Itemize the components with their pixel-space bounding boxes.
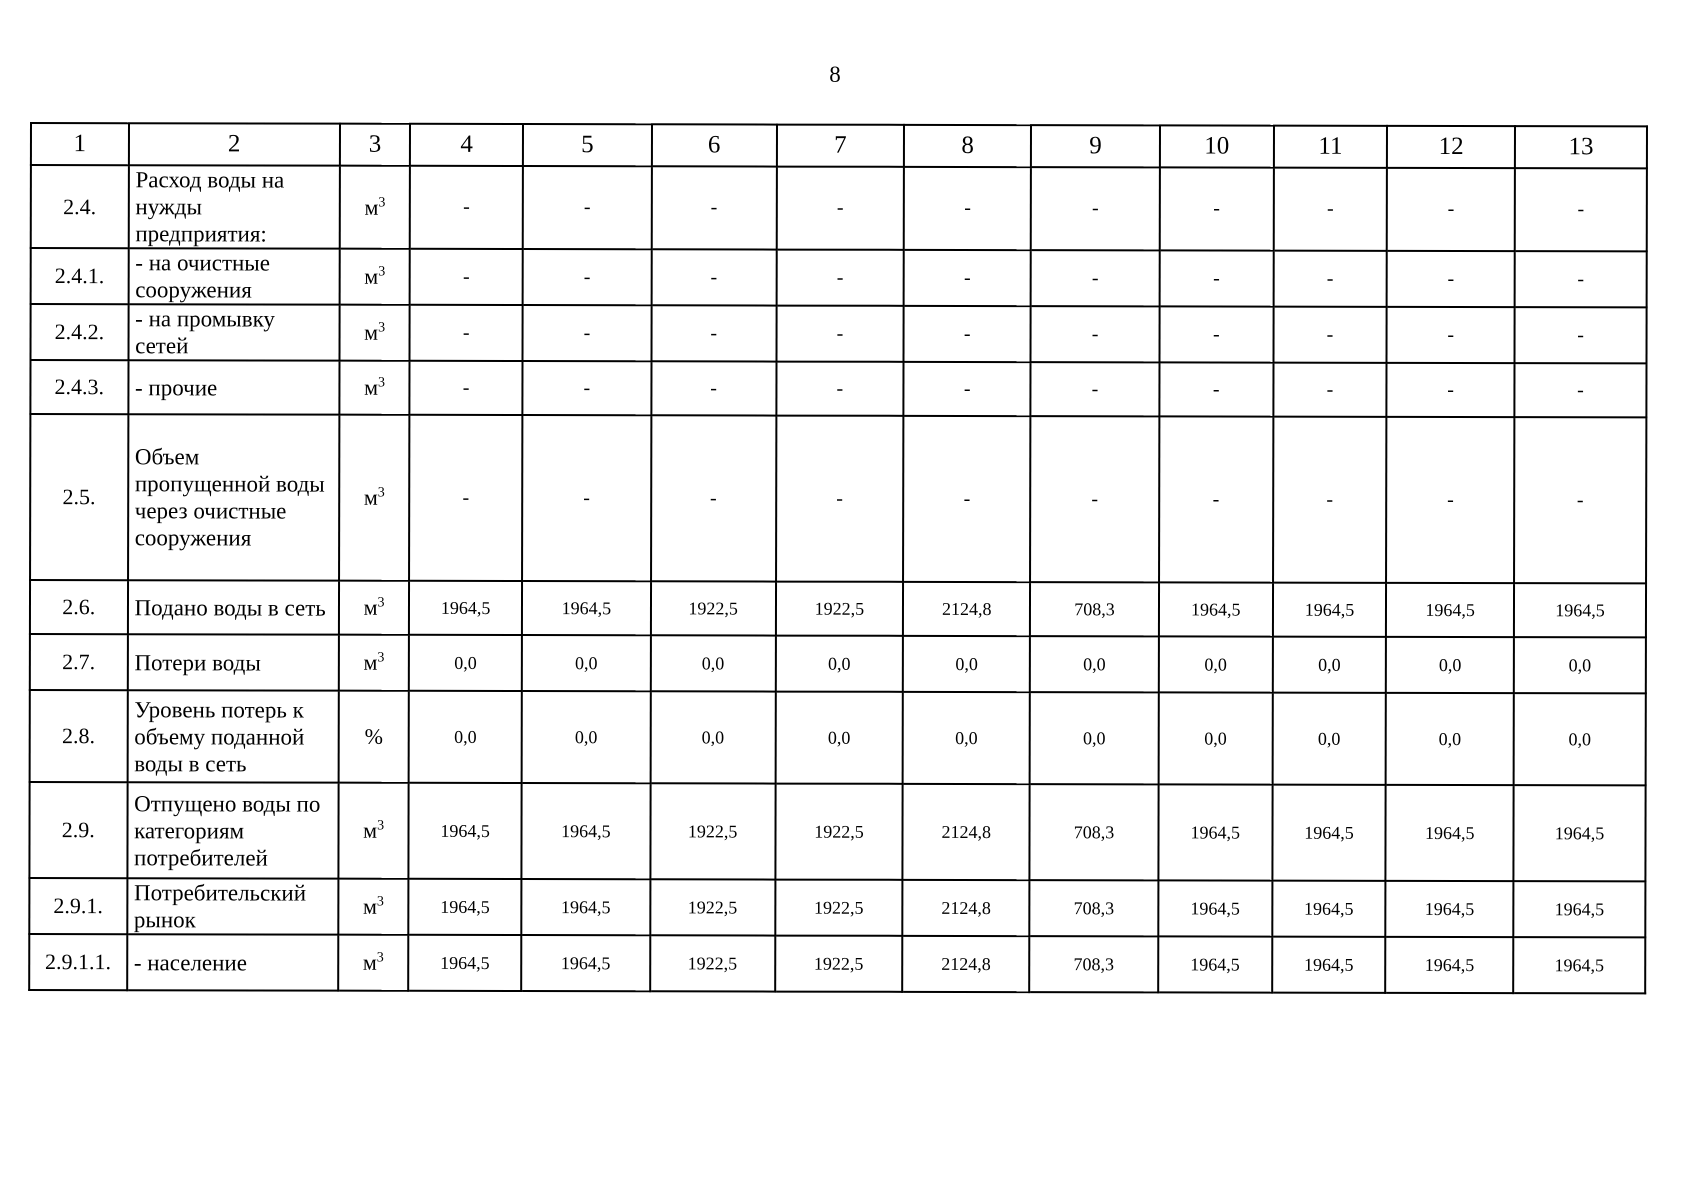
value-cell: - (410, 305, 523, 361)
table-row (31, 248, 1647, 307)
value-cell: 1964,5 (1513, 881, 1645, 937)
value-cell: 1964,5 (1273, 583, 1387, 637)
value-cell: 2124,8 (903, 784, 1030, 880)
value-cell: - (776, 306, 904, 362)
value-cell: 1964,5 (1158, 880, 1272, 936)
row-unit: $м^3$ (339, 635, 410, 691)
value-cell: - (1515, 168, 1647, 251)
value-cell: 1922,5 (775, 936, 903, 992)
row-name: Подано воды в сеть (128, 580, 339, 634)
column-header: 8 (904, 125, 1031, 167)
value-cell: 1922,5 (651, 581, 776, 635)
header-row (31, 123, 1647, 168)
value-cell: - (1160, 167, 1274, 250)
value-cell: - (522, 415, 651, 581)
value-cell: 0,0 (1272, 637, 1386, 693)
value-cell: - (410, 166, 523, 249)
table-row (30, 580, 1646, 637)
row-number: 2.9. (29, 782, 127, 878)
value-cell: - (1031, 306, 1160, 362)
column-header: 5 (523, 124, 652, 166)
row-name: - на промывку сетей (128, 304, 339, 360)
value-cell: 0,0 (775, 636, 903, 692)
column-header: 6 (652, 124, 777, 166)
column-header: 10 (1160, 125, 1274, 167)
value-cell: - (1273, 251, 1387, 307)
value-cell: 1922,5 (775, 880, 903, 936)
row-unit: $м^3$ (340, 249, 411, 305)
value-cell: - (1159, 416, 1273, 582)
value-cell: - (410, 361, 523, 415)
value-cell: 0,0 (1030, 692, 1159, 784)
value-cell: 0,0 (775, 692, 903, 784)
value-cell: 708,3 (1029, 880, 1158, 936)
row-name: Отпущено воды по категориям потребителей (127, 782, 338, 878)
value-cell: - (1515, 307, 1647, 363)
column-header: 7 (776, 125, 904, 167)
row-number: 2.7. (30, 634, 128, 690)
value-cell: 1922,5 (775, 582, 903, 636)
row-unit: % (339, 691, 410, 783)
value-cell: - (1160, 250, 1274, 306)
value-cell: - (904, 306, 1031, 362)
value-cell: - (1387, 168, 1515, 251)
value-cell: 0,0 (1386, 693, 1514, 785)
value-cell: - (410, 249, 523, 305)
value-cell: - (1030, 416, 1159, 582)
value-cell: 0,0 (409, 635, 522, 691)
row-number: 2.5. (30, 414, 128, 580)
value-cell: - (1515, 251, 1647, 307)
table-row (31, 165, 1647, 251)
value-cell: 1922,5 (775, 784, 903, 880)
row-number: 2.6. (30, 580, 128, 634)
value-cell: - (523, 166, 652, 249)
row-unit: $м^3$ (339, 581, 410, 635)
page-number: 8 (829, 62, 841, 87)
value-cell: 1964,5 (409, 783, 522, 879)
table-row (30, 414, 1646, 583)
value-cell: - (903, 416, 1030, 582)
value-cell: - (523, 249, 652, 305)
value-cell: 1964,5 (1386, 881, 1514, 937)
value-cell: 1964,5 (1386, 583, 1514, 637)
value-cell: 1964,5 (1386, 937, 1514, 993)
value-cell: 1964,5 (1272, 937, 1386, 993)
row-unit: $м^3$ (339, 361, 410, 415)
row-number: 2.4.1. (31, 248, 129, 304)
row-name: Объем пропущенной воды через очистные сооружения (128, 414, 340, 580)
value-cell: 1964,5 (1272, 881, 1386, 937)
value-cell: 0,0 (1514, 637, 1646, 693)
column-header: 13 (1515, 126, 1647, 168)
column-header: 11 (1274, 126, 1388, 168)
value-cell: - (1387, 363, 1515, 417)
value-cell: 0,0 (1159, 636, 1273, 692)
value-cell: 0,0 (651, 635, 776, 691)
row-number: 2.4. (31, 165, 129, 248)
value-cell: 1964,5 (1159, 582, 1273, 636)
value-cell: - (904, 362, 1031, 416)
value-cell: - (1273, 417, 1387, 583)
value-cell: - (1159, 362, 1273, 416)
value-cell: 1964,5 (1513, 937, 1645, 993)
column-header: 3 (340, 124, 411, 166)
row-unit: $м^3$ (339, 305, 410, 361)
column-header: 4 (410, 124, 523, 166)
table-row (30, 690, 1646, 785)
value-cell: - (651, 249, 776, 305)
value-cell: - (522, 361, 651, 415)
row-name: Расход воды на нужды предприятия: (128, 165, 339, 248)
row-name: - на очистные сооружения (128, 248, 339, 304)
value-cell: 708,3 (1030, 582, 1159, 636)
value-cell: 1964,5 (522, 581, 651, 635)
value-cell: 1964,5 (1514, 583, 1646, 637)
value-cell: - (776, 167, 904, 250)
row-name: Потери воды (127, 634, 338, 690)
value-cell: - (409, 415, 522, 581)
value-cell: - (651, 361, 776, 415)
value-cell: 0,0 (650, 691, 775, 783)
value-cell: 1922,5 (650, 935, 775, 991)
value-cell: 1922,5 (650, 783, 775, 879)
row-number: 2.4.2. (31, 304, 129, 360)
table-row (31, 304, 1647, 363)
value-cell: - (1273, 307, 1387, 363)
value-cell: - (1159, 306, 1273, 362)
row-number: 2.4.3. (30, 360, 128, 414)
value-cell: 0,0 (522, 691, 651, 783)
row-name: Потребительский рынок (127, 878, 338, 934)
value-cell: - (776, 362, 904, 416)
row-unit: $м^3$ (339, 415, 410, 581)
value-cell: 0,0 (409, 691, 522, 783)
table-row (30, 634, 1646, 693)
value-cell: 0,0 (1030, 636, 1159, 692)
value-cell: 1964,5 (408, 935, 521, 991)
value-cell: 0,0 (903, 636, 1030, 692)
row-name: - население (127, 934, 338, 990)
row-unit: $м^3$ (338, 879, 409, 935)
value-cell: - (776, 250, 904, 306)
row-unit: $м^3$ (338, 783, 409, 879)
table-row (29, 934, 1645, 993)
value-cell: 1964,5 (521, 879, 650, 935)
row-number: 2.9.1.1. (29, 934, 127, 990)
value-cell: - (1031, 362, 1160, 416)
value-cell: - (1273, 168, 1387, 251)
value-cell: 2124,8 (903, 880, 1030, 936)
value-cell: 2124,8 (903, 936, 1030, 992)
value-cell: 2124,8 (903, 582, 1030, 636)
value-cell: 1922,5 (650, 879, 775, 935)
value-cell: 1964,5 (1386, 785, 1514, 881)
value-cell: 1964,5 (409, 879, 522, 935)
row-number: 2.9.1. (29, 878, 127, 934)
column-header: 2 (129, 123, 340, 165)
value-cell: 1964,5 (409, 581, 522, 635)
value-cell: 1964,5 (521, 783, 650, 879)
column-header: 1 (31, 123, 129, 165)
value-cell: 708,3 (1029, 936, 1158, 992)
value-cell: 1964,5 (1514, 785, 1646, 881)
value-cell: 1964,5 (1158, 784, 1272, 880)
value-cell: - (651, 415, 776, 581)
value-cell: 0,0 (903, 692, 1030, 784)
column-header: 9 (1031, 125, 1160, 167)
row-unit: $м^3$ (340, 166, 411, 249)
column-header: 12 (1387, 126, 1515, 168)
value-cell: 1964,5 (1272, 785, 1386, 881)
value-cell: - (1031, 167, 1160, 250)
value-cell: 0,0 (1514, 693, 1646, 785)
table-row (29, 782, 1645, 881)
table-row (29, 878, 1645, 937)
row-name: Уровень потерь к объему поданной воды в сеть (127, 690, 338, 782)
value-cell: 0,0 (1159, 692, 1273, 784)
value-cell: - (1514, 363, 1646, 417)
value-cell: 0,0 (1272, 693, 1386, 785)
water-balance-table (28, 122, 1648, 994)
value-cell: - (904, 167, 1031, 250)
value-cell: - (652, 166, 777, 249)
row-name: - прочие (128, 360, 339, 414)
value-cell: 1964,5 (1158, 936, 1272, 992)
value-cell: 0,0 (1386, 637, 1514, 693)
value-cell: - (1387, 251, 1515, 307)
value-cell: 0,0 (522, 635, 651, 691)
row-unit: $м^3$ (338, 935, 409, 991)
value-cell: - (1387, 307, 1515, 363)
value-cell: - (776, 416, 904, 582)
value-cell: - (1514, 417, 1646, 583)
value-cell: - (523, 305, 652, 361)
value-cell: 708,3 (1030, 784, 1159, 880)
value-cell: 1964,5 (521, 935, 650, 991)
value-cell: - (1273, 363, 1387, 417)
table-row (30, 360, 1646, 417)
value-cell: - (904, 250, 1031, 306)
value-cell: - (651, 305, 776, 361)
value-cell: - (1031, 250, 1160, 306)
row-number: 2.8. (30, 690, 128, 782)
value-cell: - (1386, 417, 1514, 583)
